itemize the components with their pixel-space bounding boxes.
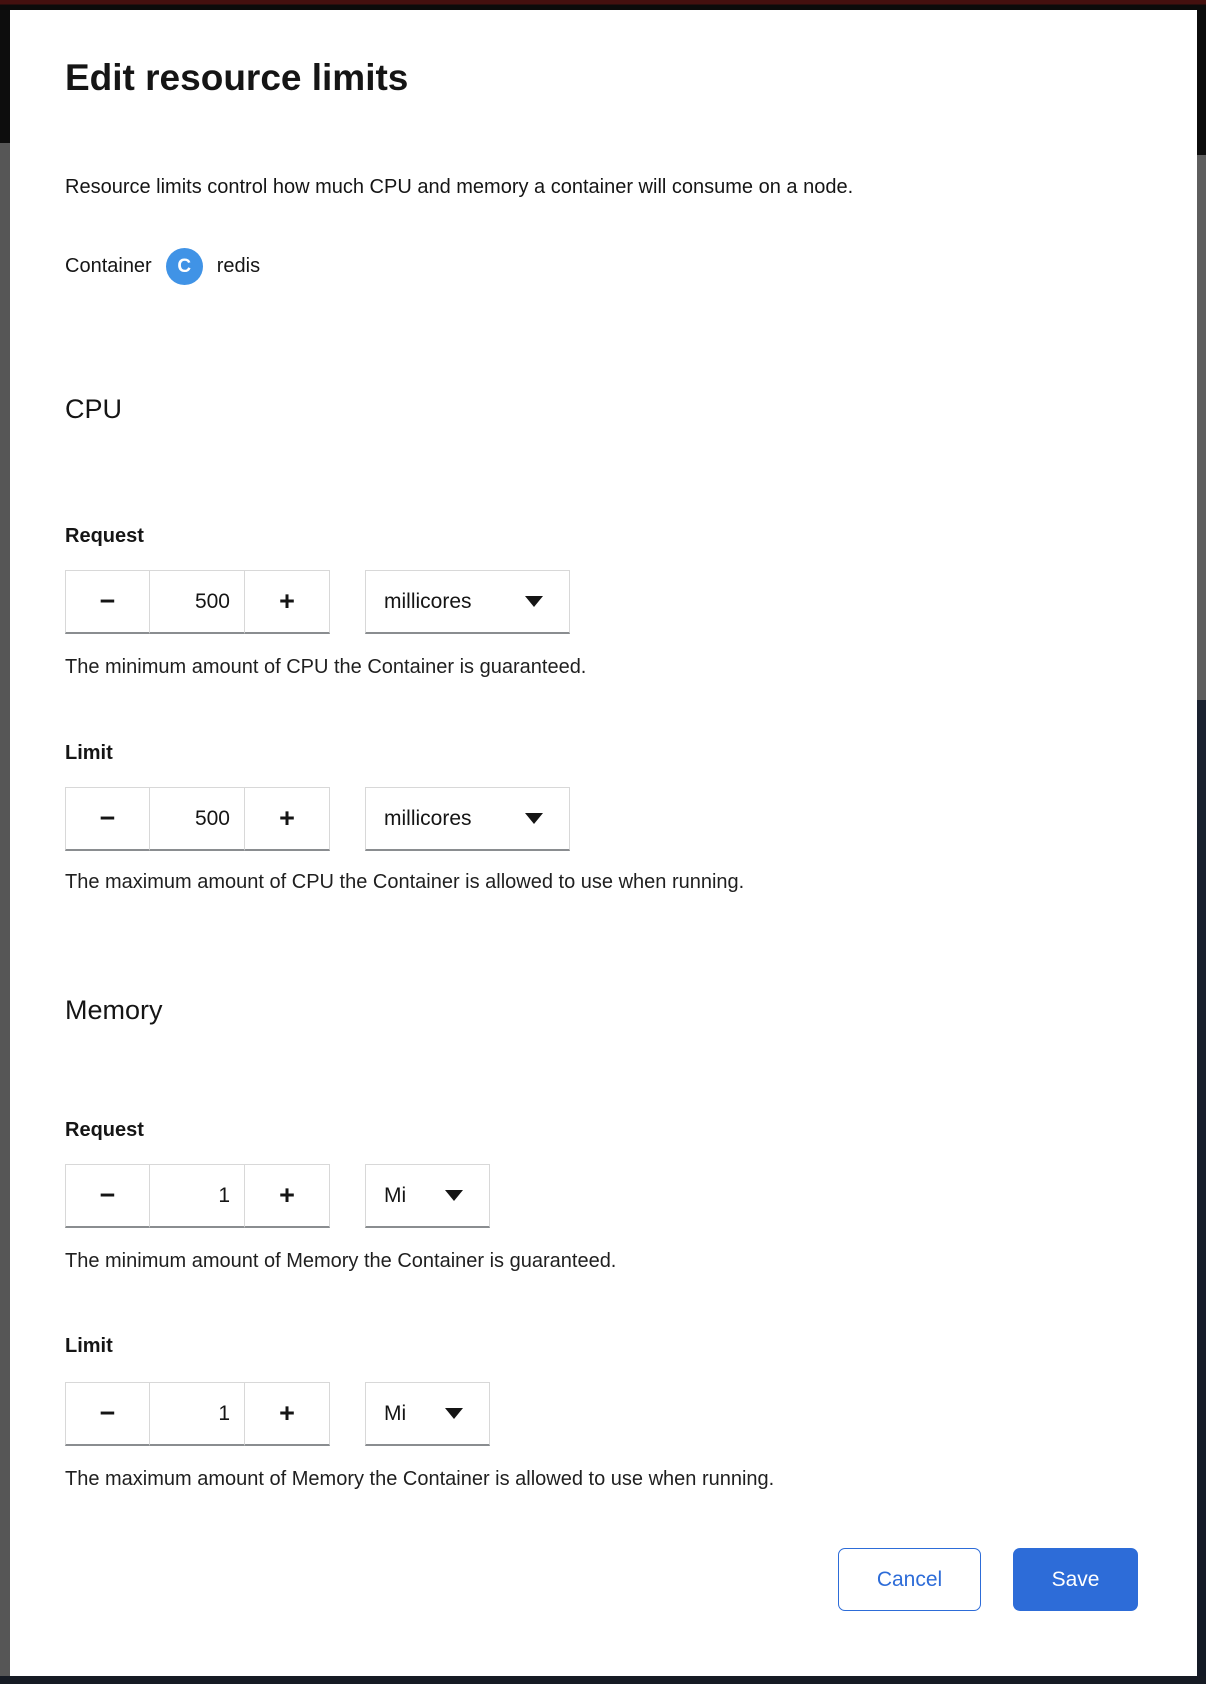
- cpu-request-value-input[interactable]: [150, 571, 244, 632]
- cpu-limit-label: Limit: [65, 742, 113, 764]
- cpu-request-plus-button[interactable]: [245, 570, 330, 634]
- cpu-request-number-input: [65, 570, 330, 634]
- section-heading-cpu: CPU: [65, 394, 123, 424]
- modal-title: Edit resource limits: [65, 57, 409, 98]
- modal-description: Resource limits control how much CPU and memory a container will consume on a node.: [65, 176, 854, 198]
- cpu-request-helper-text: The minimum amount of CPU the Container is guaranteed.: [65, 656, 587, 678]
- memory-request-value-input[interactable]: [150, 1165, 244, 1226]
- memory-request-helper-text: The minimum amount of Memory the Container is guaranteed.: [65, 1250, 617, 1272]
- cpu-limit-helper-text: The maximum amount of CPU the Container is allowed to use when running.: [65, 871, 745, 893]
- container-row: [65, 248, 260, 285]
- cpu-request-unit-select[interactable]: [365, 570, 570, 634]
- background-page-right-edge: [1197, 10, 1206, 1676]
- minus-icon: −: [99, 1180, 116, 1210]
- cancel-button[interactable]: Cancel: [838, 1548, 981, 1611]
- cpu-limit-value-input[interactable]: [150, 788, 244, 849]
- container-name: redis: [216, 255, 261, 277]
- background-page-top-edge: [0, 0, 1206, 10]
- section-heading-memory: Memory: [65, 995, 163, 1025]
- cpu-request-unit-value: millicores: [384, 589, 472, 613]
- save-button[interactable]: Save: [1013, 1548, 1138, 1611]
- memory-limit-unit-select[interactable]: [365, 1382, 490, 1446]
- cpu-limit-minus-button[interactable]: [65, 787, 150, 851]
- memory-limit-label: Limit: [65, 1335, 113, 1357]
- cpu-request-minus-button[interactable]: [65, 570, 150, 634]
- memory-request-label: Request: [65, 1119, 144, 1141]
- memory-limit-value-input[interactable]: [150, 1383, 244, 1444]
- memory-limit-unit-value: Mi: [384, 1401, 407, 1425]
- plus-icon: +: [279, 803, 295, 833]
- memory-limit-minus-button[interactable]: [65, 1382, 150, 1446]
- container-label: Container: [65, 255, 152, 277]
- caret-down-icon: [445, 1190, 463, 1201]
- container-kind-badge: C: [166, 248, 203, 285]
- plus-icon: +: [279, 1398, 295, 1428]
- memory-request-number-input: [65, 1164, 330, 1228]
- memory-limit-number-input: [65, 1382, 330, 1446]
- cpu-limit-unit-select[interactable]: [365, 787, 570, 851]
- minus-icon: −: [99, 586, 116, 616]
- cpu-limit-plus-button[interactable]: [245, 787, 330, 851]
- background-page-left-edge: [0, 10, 10, 1676]
- memory-request-minus-button[interactable]: [65, 1164, 150, 1228]
- memory-request-unit-select[interactable]: [365, 1164, 490, 1228]
- cpu-request-label: Request: [65, 525, 144, 547]
- modal-footer: [10, 1548, 1197, 1611]
- cpu-limit-unit-value: millicores: [384, 806, 472, 830]
- edit-resource-limits-modal: [10, 10, 1197, 1676]
- minus-icon: −: [99, 1398, 116, 1428]
- background-page-bottom-edge: [0, 1676, 1206, 1684]
- minus-icon: −: [99, 803, 116, 833]
- caret-down-icon: [525, 813, 543, 824]
- plus-icon: +: [279, 1180, 295, 1210]
- caret-down-icon: [525, 596, 543, 607]
- caret-down-icon: [445, 1408, 463, 1419]
- memory-limit-helper-text: The maximum amount of Memory the Container is allowed to use when running.: [65, 1468, 775, 1490]
- memory-request-unit-value: Mi: [384, 1183, 407, 1207]
- memory-limit-plus-button[interactable]: [245, 1382, 330, 1446]
- memory-request-plus-button[interactable]: [245, 1164, 330, 1228]
- cpu-limit-number-input: [65, 787, 330, 851]
- plus-icon: +: [279, 586, 295, 616]
